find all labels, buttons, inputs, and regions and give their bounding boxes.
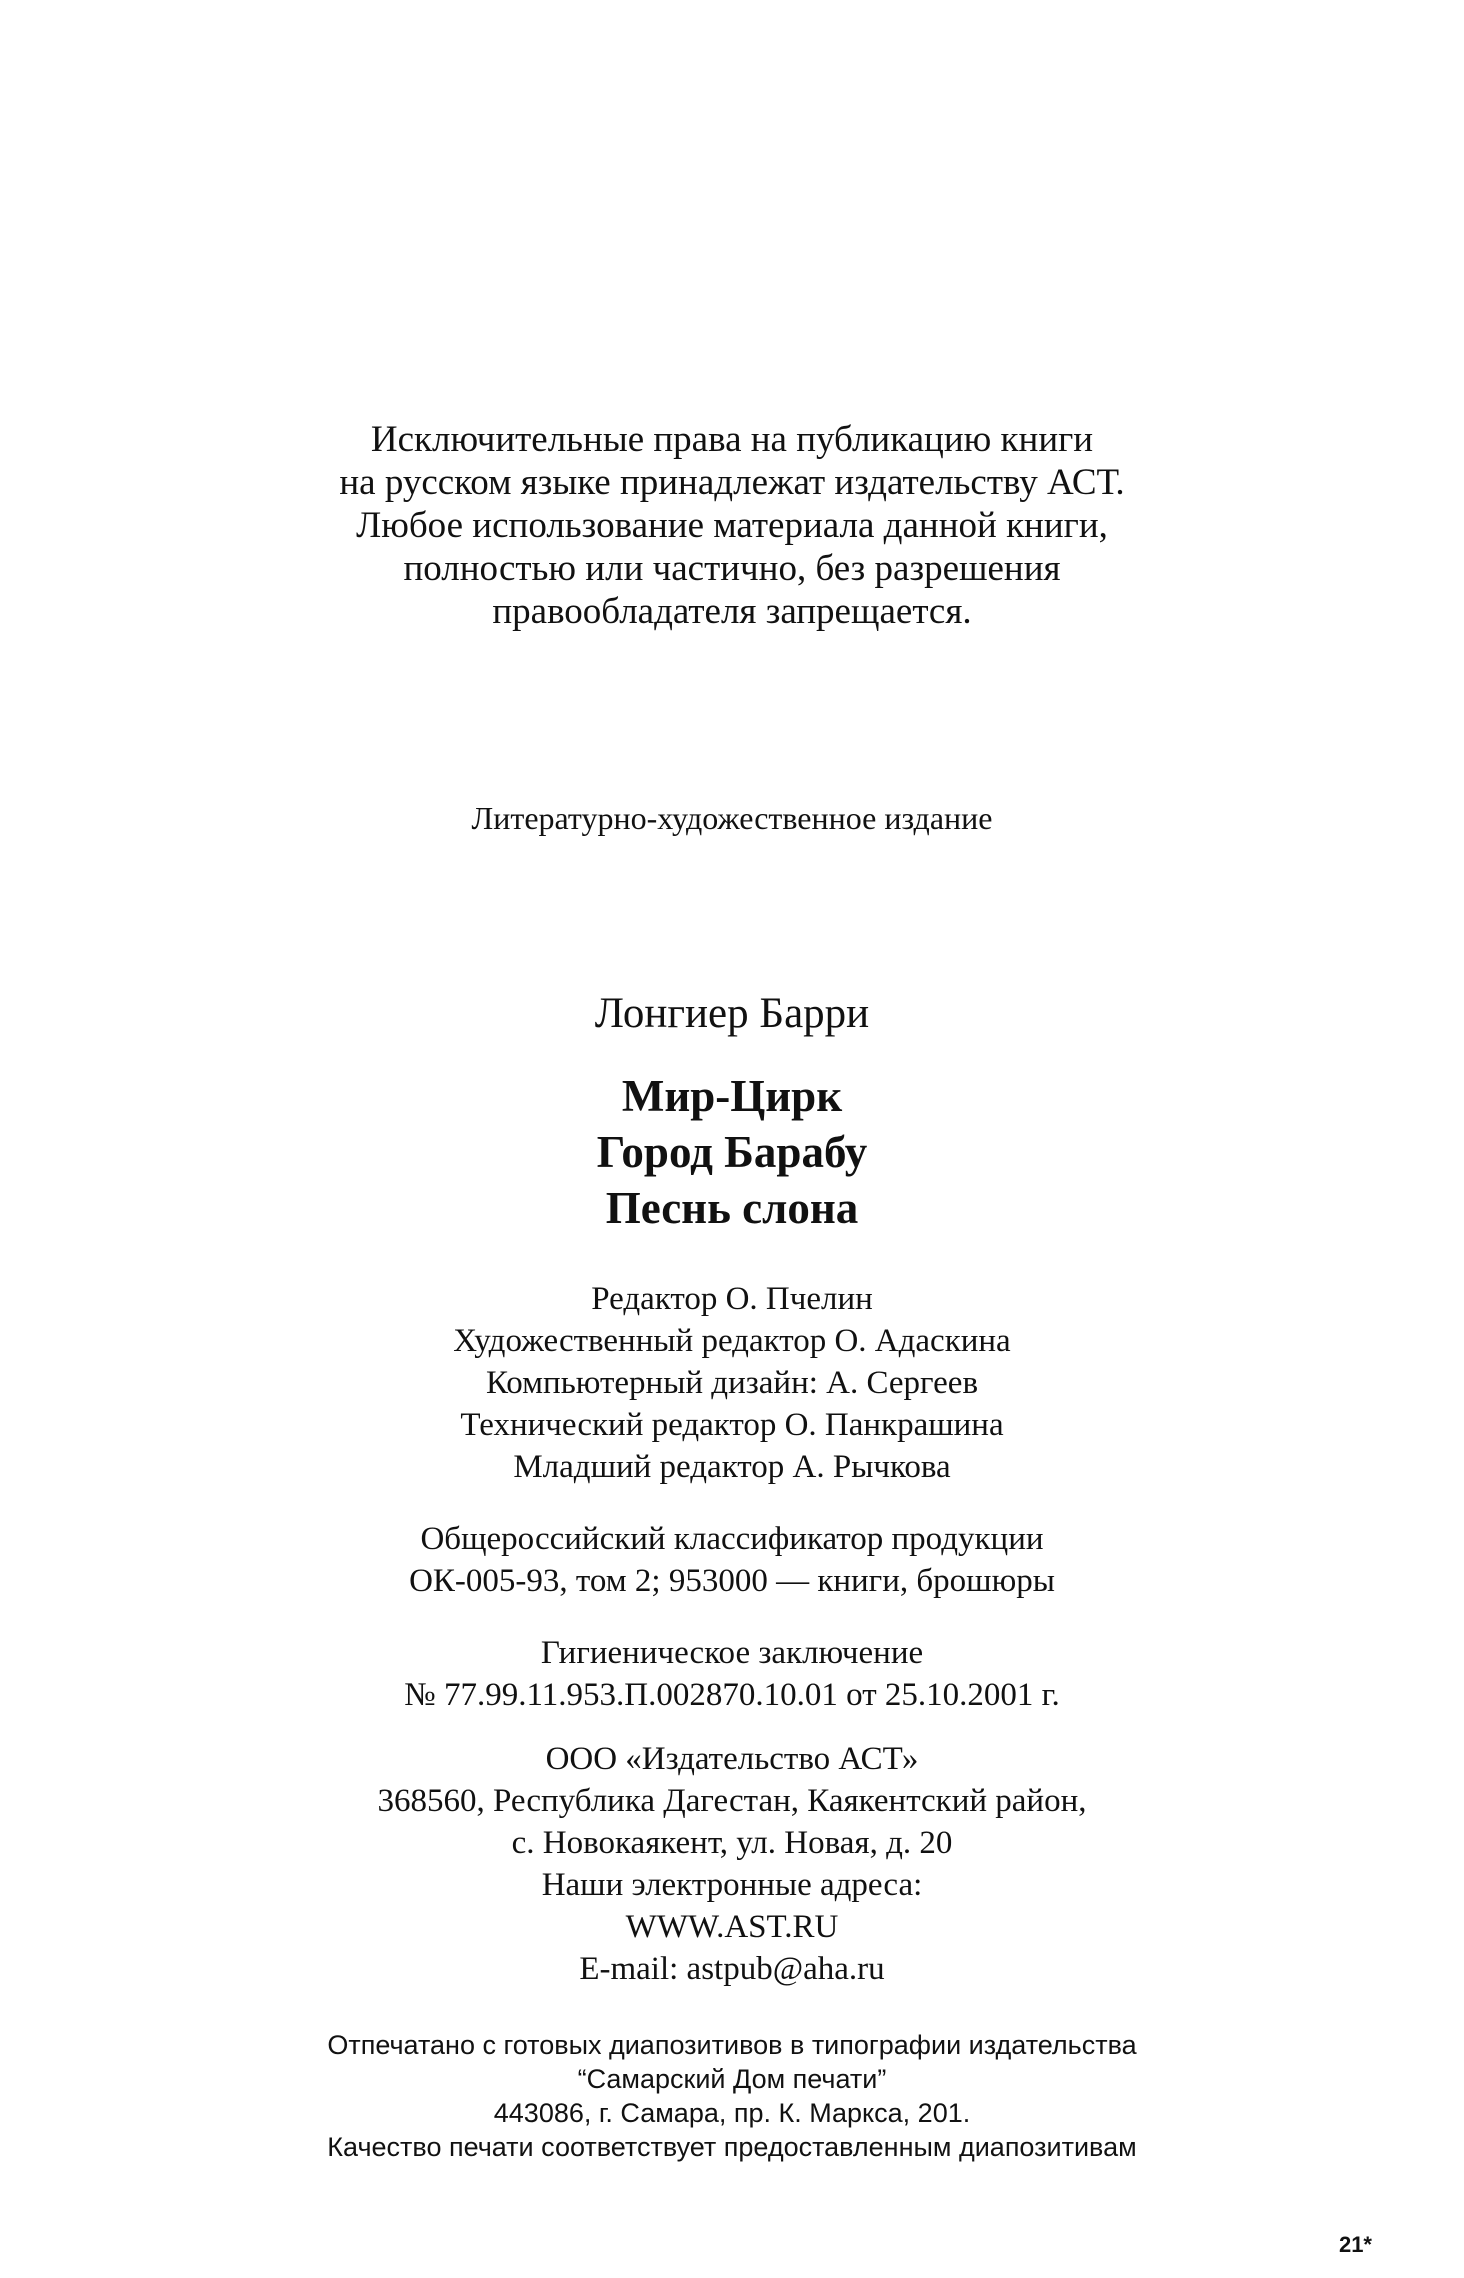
printing-info <box>0 2028 1464 2164</box>
book-titles <box>0 1068 1464 1236</box>
author-text: Лонгиер Барри <box>594 990 870 1037</box>
rights-line: полностью или частично, без разрешения <box>403 548 1061 589</box>
hygiene-certificate <box>0 1632 1464 1716</box>
classifier-line: Общероссийский классификатор продукции <box>420 1521 1044 1557</box>
product-classifier <box>0 1518 1464 1602</box>
publisher-line: Наши электронные адреса: <box>541 1867 923 1903</box>
printing-line: “Самарский Дом печати” <box>577 2064 887 2094</box>
credit-line: Художественный редактор О. Адаскина <box>453 1323 1011 1359</box>
book-title: Песнь слона <box>605 1183 859 1233</box>
credit-line: Технический редактор О. Панкрашина <box>460 1407 1004 1443</box>
book-title: Город Барабу <box>596 1127 868 1177</box>
publisher-info <box>0 1738 1464 1990</box>
rights-line: Любое использование материала данной книги, <box>356 505 1108 546</box>
rights-line: правообладателя запрещается. <box>492 591 972 632</box>
editorial-credits <box>0 1278 1464 1488</box>
page-number: 21* <box>1338 2232 1372 2257</box>
credit-line: Редактор О. Пчелин <box>591 1281 873 1317</box>
hygiene-line: Гигиеническое заключение <box>540 1635 924 1671</box>
credit-line: Младший редактор А. Рычкова <box>513 1449 951 1485</box>
hygiene-line: № 77.99.11.953.П.002870.10.01 от 25.10.2001 г. <box>404 1677 1060 1713</box>
printing-line: Качество печати соответствует предоставленным диапозитивам <box>327 2132 1137 2162</box>
publisher-line: ООО «Издательство АСТ» <box>545 1741 919 1777</box>
publisher-line: с. Новокаякент, ул. Новая, д. 20 <box>511 1825 953 1861</box>
printing-line: 443086, г. Самара, пр. К. Маркса, 201. <box>493 2098 971 2128</box>
printing-line: Отпечатано с готовых диапозитивов в типографии издательства <box>327 2030 1137 2060</box>
edition-type-text: Литературно-художественное издание <box>471 800 993 836</box>
rights-notice <box>0 418 1464 633</box>
classifier-line: ОК-005-93, том 2; 953000 — книги, брошюры <box>409 1563 1055 1599</box>
rights-line: на русском языке принадлежат издательству АСТ. <box>339 462 1125 503</box>
author-name <box>0 988 1464 1040</box>
publisher-line: 368560, Республика Дагестан, Каякентский район, <box>377 1783 1087 1819</box>
rights-line: Исключительные права на публикацию книги <box>370 419 1094 460</box>
book-title: Мир-Цирк <box>621 1071 843 1121</box>
credit-line: Компьютерный дизайн: А. Сергеев <box>485 1365 979 1401</box>
publisher-email: E-mail: astpub@aha.ru <box>579 1951 885 1987</box>
publisher-website: WWW.AST.RU <box>625 1909 839 1945</box>
edition-type <box>0 798 1464 838</box>
